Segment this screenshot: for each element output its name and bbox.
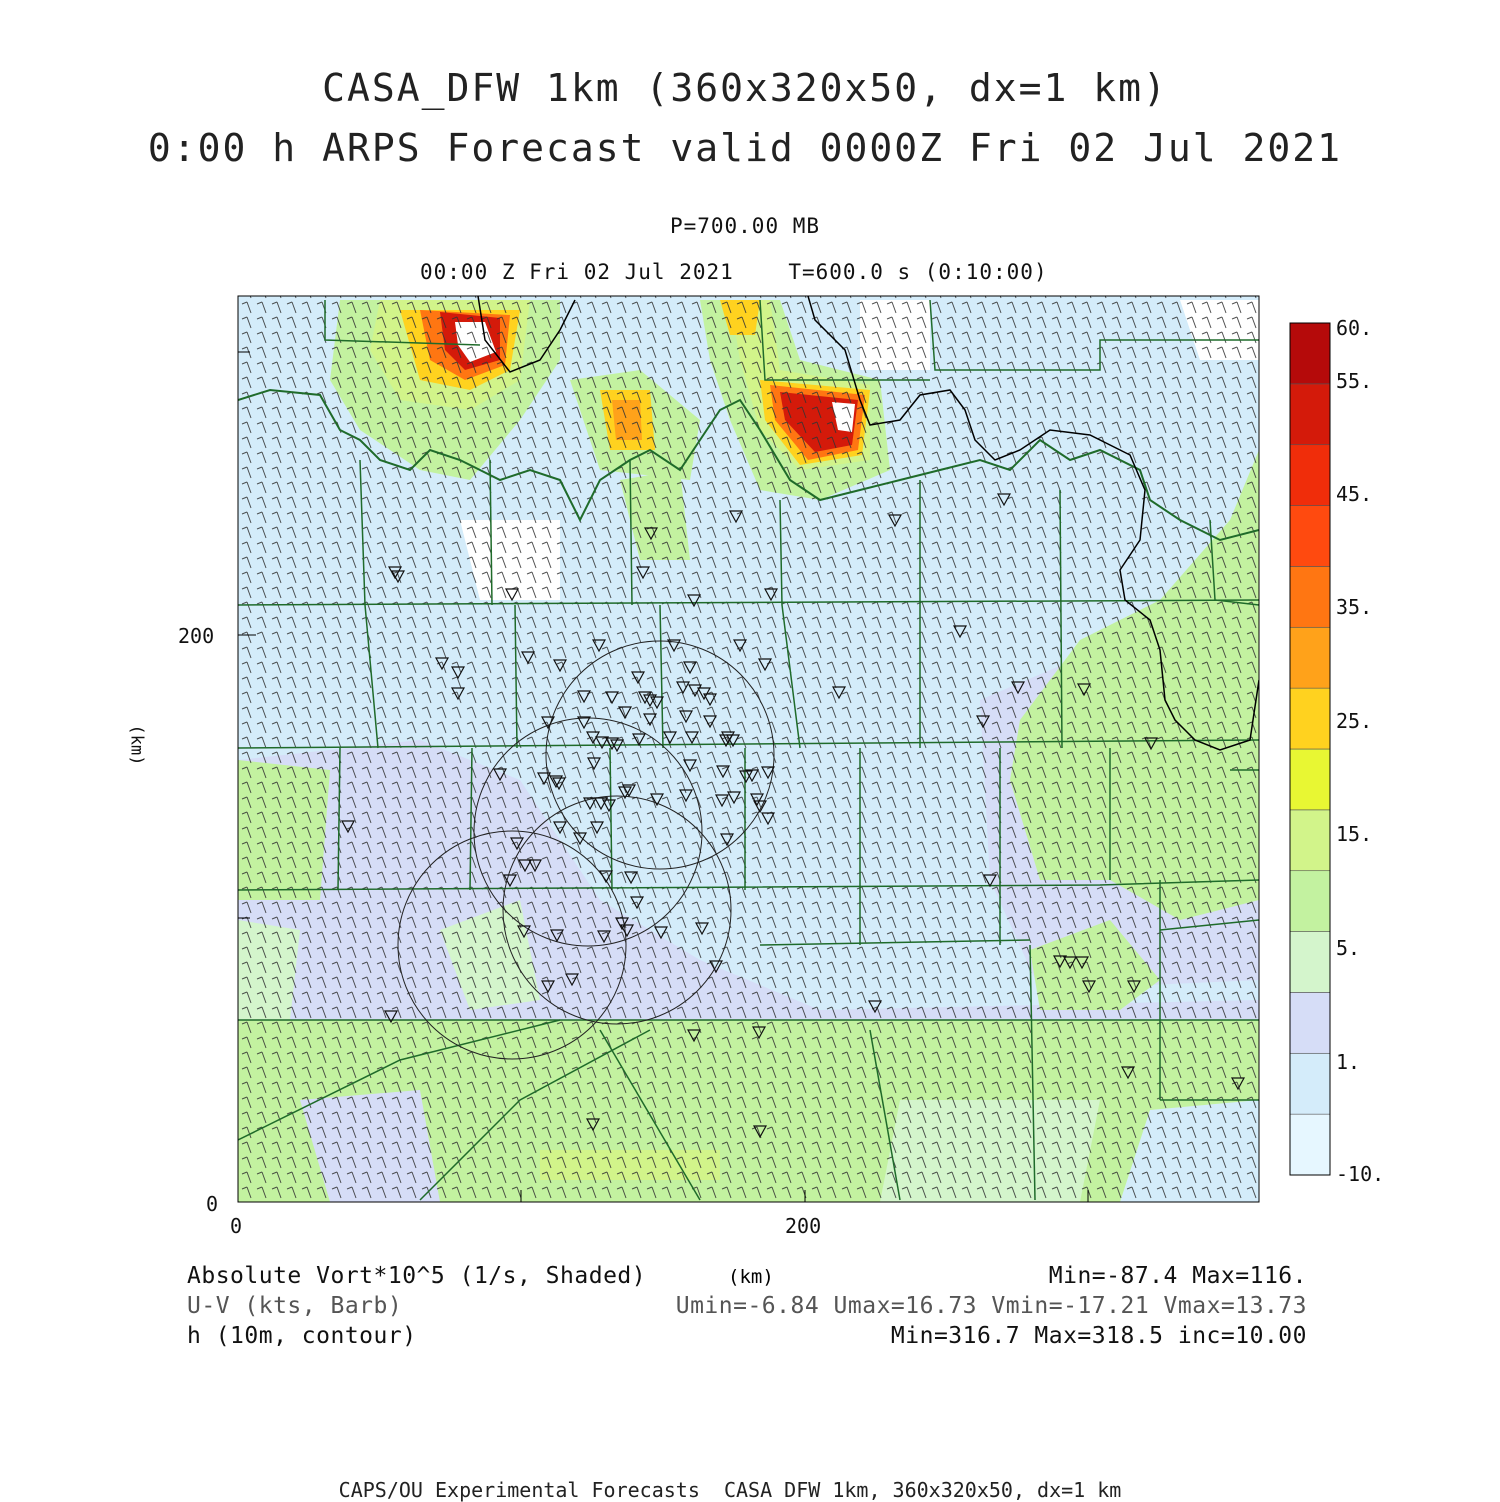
colorbar-segment [1290, 506, 1330, 567]
legend-barb-field: U-V (kts, Barb) [187, 1293, 403, 1319]
colorbar-segment [1290, 445, 1330, 506]
y-axis-label: (km) [126, 724, 147, 766]
colorbar [1290, 323, 1330, 1175]
legend-contour-stats: Min=316.7 Max=318.5 inc=10.00 [890, 1323, 1307, 1349]
footer-credit: CAPS/OU Experimental Forecasts CASA DFW 1km, 360x320x50, dx=1 km [338, 1478, 1122, 1502]
title-line-2: 0:00 h ARPS Forecast valid 0000Z Fri 02 Jul 2021 [147, 126, 1343, 170]
colorbar-label: 5. [1336, 936, 1361, 960]
colorbar-segment [1290, 992, 1330, 1053]
colorbar-segment [1290, 688, 1330, 749]
colorbar-label: 25. [1336, 709, 1373, 733]
colorbar-segment [1290, 566, 1330, 627]
colorbar-label: 15. [1336, 822, 1373, 846]
shaded-field [238, 296, 1259, 1202]
colorbar-segment [1290, 932, 1330, 993]
title-line-1: CASA_DFW 1km (360x320x50, dx=1 km) [322, 66, 1168, 110]
valid-time-label: 00:00 Z Fri 02 Jul 2021 T=600.0 s (0:10:00) [420, 260, 1048, 284]
colorbar-label: 35. [1336, 595, 1373, 619]
colorbar-label: 60. [1336, 316, 1373, 340]
pressure-level-label: P=700.00 MB [669, 214, 821, 238]
legend-shaded-stats: Min=-87.4 Max=116. [1048, 1263, 1307, 1289]
legend-barb-stats: Umin=-6.84 Umax=16.73 Vmin=-17.21 Vmax=13.73 [675, 1293, 1307, 1319]
colorbar-label: 1. [1336, 1050, 1361, 1074]
colorbar-label: -10. [1336, 1162, 1385, 1186]
colorbar-label: 45. [1336, 482, 1373, 506]
colorbar-segment [1290, 871, 1330, 932]
colorbar-segment [1290, 749, 1330, 810]
colorbar-segment [1290, 384, 1330, 445]
x-axis-label: (km) [728, 1266, 774, 1288]
colorbar-segment [1290, 323, 1330, 384]
legend-shaded-field: Absolute Vort*10^5 (1/s, Shaded) [187, 1263, 647, 1289]
legend-contour-field: h (10m, contour) [187, 1323, 417, 1349]
colorbar-segment [1290, 1114, 1330, 1175]
y-tick-0: 0 [206, 1192, 219, 1216]
colorbar-label: 55. [1336, 369, 1373, 393]
y-tick-200: 200 [178, 624, 215, 648]
colorbar-segment [1290, 1053, 1330, 1114]
x-tick-200: 200 [785, 1214, 822, 1238]
colorbar-segment [1290, 810, 1330, 871]
colorbar-segment [1290, 627, 1330, 688]
x-tick-0: 0 [230, 1214, 243, 1238]
